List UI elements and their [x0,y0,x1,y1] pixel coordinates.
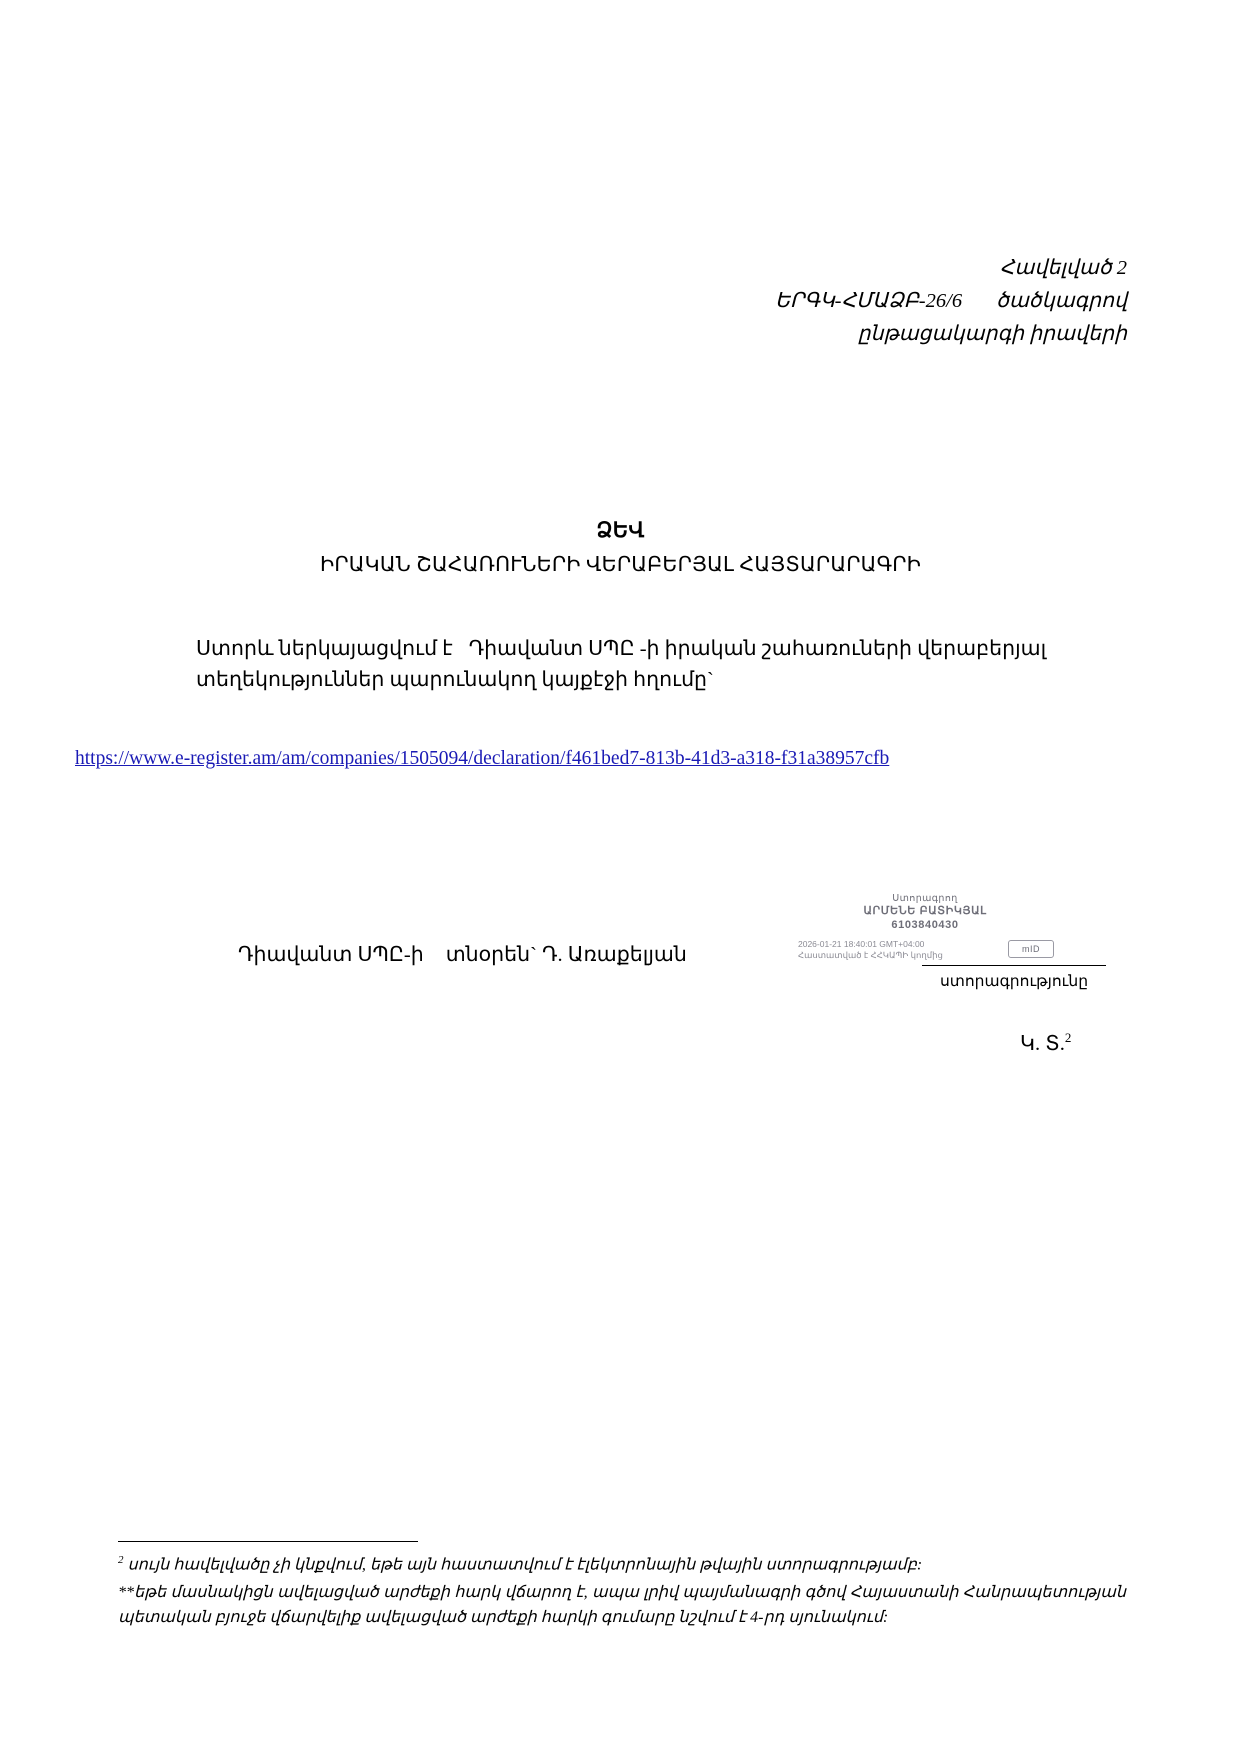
signatory-line [238,942,687,967]
footnote-2-marker: 2 [118,1554,124,1566]
signature-rule [922,965,1106,966]
stamp-meta [790,939,1060,965]
header-line-rights: ընթացակարգի իրավերի [857,323,1127,346]
stamp-signer-name: ԱՐՄԵՆԵ ԲԱՏԻԿՅԱԼ [863,904,987,917]
signatory-name: Դ. Առաքելյան [542,944,687,966]
header-line-code [775,285,1127,318]
footnote-3: **եթե մասնակիցն ավելացված արժեքի հարկ վճարող է, ապա լրիվ պայմանագրի գծով Հայաստանի Հանրապետության պետական բյուջե վճարվելիք ավելացված արժեքի հարկի գումարը նշվում է 4-րդ սյունակում: [118,1584,1126,1626]
intro-paragraph [196,634,1066,696]
stamp-authority: Հաստատված է ՀՀԿԱՊԻ կողմից [798,949,943,960]
seal-note-text: Կ. Տ. [1020,1032,1065,1055]
stamp-signer-id: 6103840430 [891,918,959,931]
header-procedure-code: ԵՐԳԿ-ՀՄԱՁԲ-26/6 [774,290,963,313]
footnote-2-text: սույն հավելվածը չի կնքվում, եթե այն հաստատվում է էլեկտրոնային թվային ստորագրությամբ: [127,1556,923,1574]
page-title: ՁԵՎ [596,518,645,542]
header-line-annex: Հավելված 2 [999,257,1127,279]
footnote-separator [118,1541,418,1542]
declaration-link-row [75,748,889,770]
signatory-company: Դիավանտ ՍՊԸ-ի [238,944,424,966]
footnotes [118,1552,1126,1634]
header-code-suffix: ծածկագրով [996,290,1127,313]
signatory-title: տնօրեն` [445,944,537,966]
mid-badge-icon: mID [1008,940,1054,958]
stamp-meta-text [798,939,943,960]
stamp-label-signer: Ստորագրող [892,893,958,904]
seal-note [1020,1030,1071,1056]
document-header [775,252,1127,352]
intro-part-2: Դիավանտ ՍՊԸ -ի իրական շահառուների վերաբերյալ [468,638,1047,660]
seal-note-superscript: 2 [1064,1030,1072,1045]
page-subtitle: ԻՐԱԿԱՆ ՇԱՀԱՌՈՒՆԵՐԻ ՎԵՐԱԲԵՐՅԱԼ ՀԱՅՏԱՐԱՐԱԳՐԻ [319,554,922,576]
footnote-2 [118,1552,1126,1578]
signature-caption: ստորագրությունը [939,973,1089,990]
digital-signature-stamp [790,893,1060,965]
intro-part-1: Ստորև ներկայացվում է [196,638,453,660]
declaration-link[interactable]: https://www.e-register.am/am/companies/1505094/declaration/f461bed7-813b-41d3-a318-f31a38957cfb [75,748,890,769]
intro-part-3: տեղեկություններ պարունակող կայքէջի հղումը` [196,669,714,692]
stamp-timestamp: 2026-01-21 18:40:01 GMT+04:00 [798,939,925,950]
